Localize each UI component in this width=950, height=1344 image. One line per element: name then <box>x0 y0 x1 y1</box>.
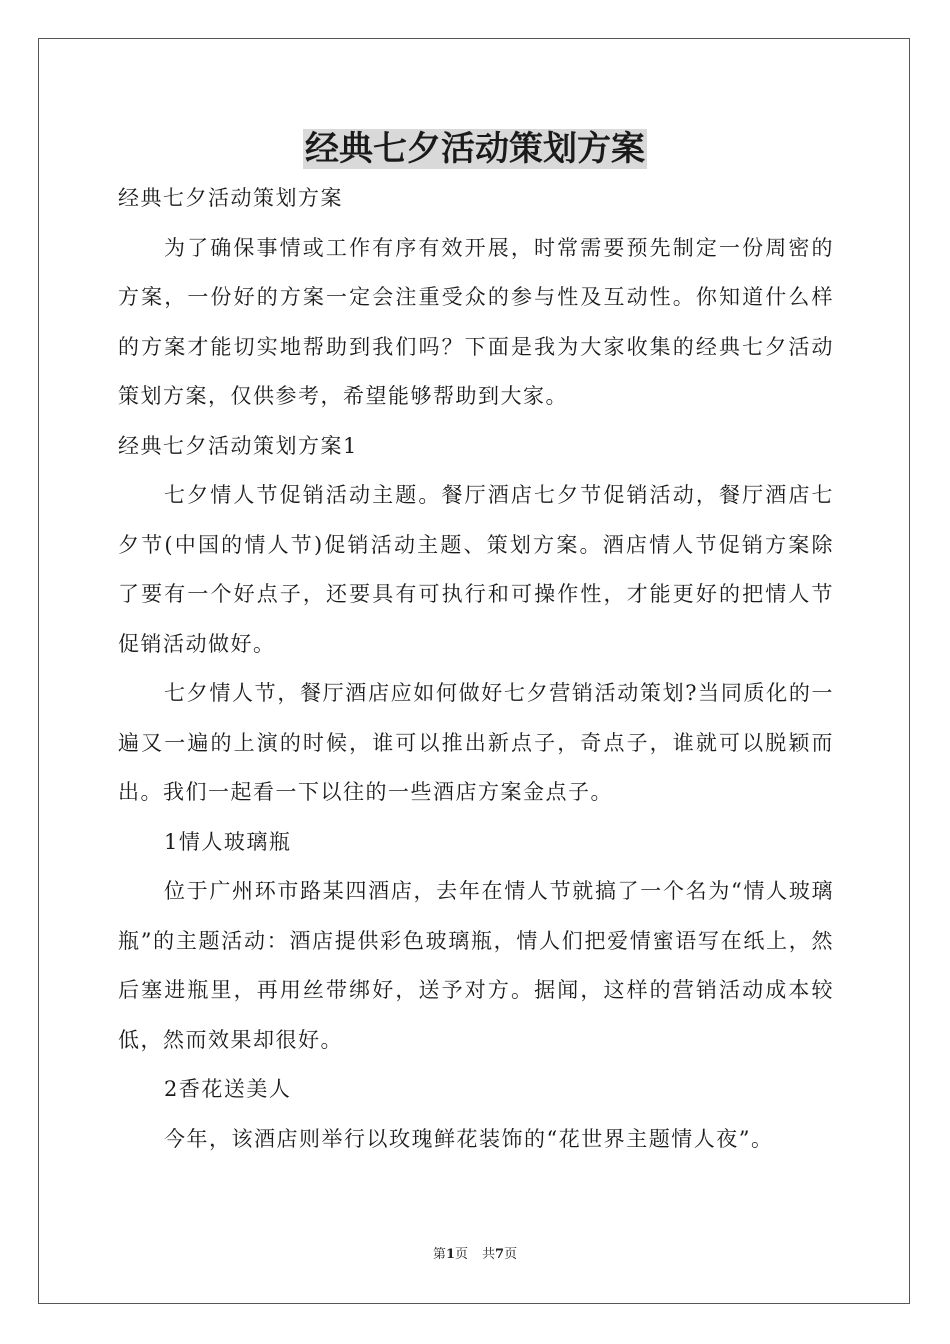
body-paragraph: 今年，该酒店则举行以玫瑰鲜花装饰的“花世界主题情人夜”。 <box>164 1126 774 1151</box>
page-number-suffix: 页 <box>454 1247 468 1262</box>
list-item-heading: 2香花送美人 <box>164 1077 292 1101</box>
total-pages-suffix: 页 <box>504 1247 518 1262</box>
body-paragraph: 位于广州环市路某四酒店，去年在情人节就搞了一个名为“情人玻璃瓶”的主题活动：酒店提供彩色玻璃瓶，情人们把爱情蜜语写在纸上，然后塞进瓶里，再用丝带绑好，送予对方。据闻，这样的营销活动成本较低，然而效果却很好。 <box>118 879 834 1052</box>
document-title <box>0 124 950 174</box>
section-heading: 经典七夕活动策划方案1 <box>118 433 358 458</box>
total-pages-prefix: 共 <box>482 1247 496 1262</box>
current-page-number: 1 <box>445 1247 455 1262</box>
list-item-heading: 1情人玻璃瓶 <box>164 829 292 854</box>
document-body <box>118 174 834 1164</box>
subtitle-line: 经典七夕活动策划方案 <box>118 186 343 210</box>
document-title-text: 经典七夕活动策划方案 <box>305 129 645 169</box>
total-page-count: 7 <box>495 1247 505 1262</box>
page-number-prefix: 第 <box>432 1247 446 1262</box>
body-paragraph: 七夕情人节促销活动主题。餐厅酒店七夕节促销活动，餐厅酒店七夕节(中国的情人节)促销活动主题、策划方案。酒店情人节促销方案除了要有一个好点子，还要具有可执行和可操作性，才能更好的把情人节促销活动做好。 <box>118 483 834 656</box>
page-footer <box>0 1245 950 1265</box>
body-paragraph: 七夕情人节，餐厅酒店应如何做好七夕营销活动策划?当同质化的一遍又一遍的上演的时候，谁可以推出新点子，奇点子，谁就可以脱颖而出。我们一起看一下以往的一些酒店方案金点子。 <box>118 681 834 804</box>
intro-paragraph: 为了确保事情或工作有序有效开展，时常需要预先制定一份周密的方案，一份好的方案一定会注重受众的参与性及互动性。你知道什么样的方案才能切实地帮助到我们吗？下面是我为大家收集的经典七夕活动策划方案，仅供参考，希望能够帮助到大家。 <box>118 235 834 408</box>
